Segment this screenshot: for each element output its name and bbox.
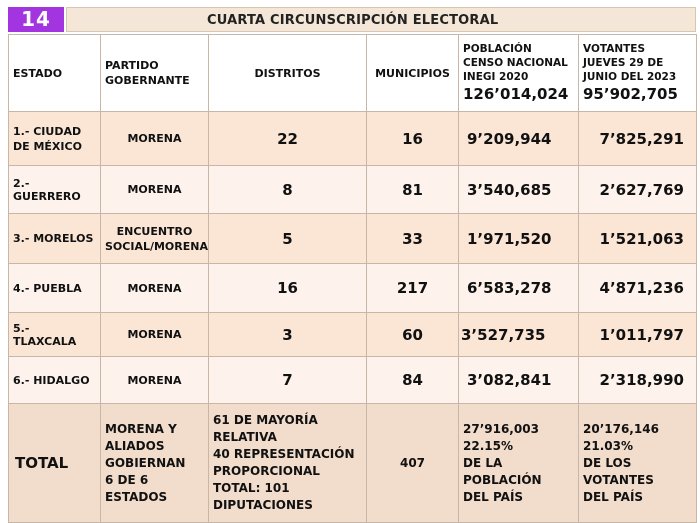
cell-estado: 4.- PUEBLA bbox=[9, 264, 101, 313]
table-row bbox=[9, 166, 697, 214]
cell-votantes: 1’521,063 bbox=[579, 214, 697, 264]
cell-distritos: 7 bbox=[209, 357, 367, 404]
cell-votantes: 4’871,236 bbox=[579, 264, 697, 313]
table-row bbox=[9, 313, 697, 357]
total-municipios: 407 bbox=[367, 404, 459, 523]
total-label: TOTAL bbox=[9, 404, 101, 523]
cell-poblacion: 3’082,841 bbox=[459, 357, 579, 404]
cell-partido: MORENA bbox=[101, 112, 209, 166]
cell-votantes: 1’011,797 bbox=[579, 313, 697, 357]
header-votantes-total: 95’902,705 bbox=[583, 85, 678, 103]
total-row bbox=[9, 404, 697, 523]
header-poblacion: POBLACIÓN CENSO NACIONAL INEGI 2020 126’014,024 bbox=[459, 35, 579, 112]
cell-partido: MORENA bbox=[101, 264, 209, 313]
cell-estado: 6.- HIDALGO bbox=[9, 357, 101, 404]
cell-municipios: 217 bbox=[367, 264, 459, 313]
cell-votantes: 7’825,291 bbox=[579, 112, 697, 166]
cell-votantes: 2’318,990 bbox=[579, 357, 697, 404]
table-row bbox=[9, 214, 697, 264]
cell-municipios: 16 bbox=[367, 112, 459, 166]
total-distritos: 61 DE MAYORÍA RELATIVA 40 REPRESENTACIÓN PROPORCIONAL TOTAL: 101 DIPUTACIONES bbox=[209, 404, 367, 523]
cell-distritos: 8 bbox=[209, 166, 367, 214]
cell-distritos: 22 bbox=[209, 112, 367, 166]
cell-estado: 2.- GUERRERO bbox=[9, 166, 101, 214]
cell-partido: ENCUENTRO SOCIAL/MORENA bbox=[101, 214, 209, 264]
cell-estado: 5.- TLAXCALA bbox=[9, 313, 101, 357]
cell-partido: MORENA bbox=[101, 166, 209, 214]
cell-distritos: 5 bbox=[209, 214, 367, 264]
title-bar bbox=[66, 7, 696, 32]
cell-municipios: 60 bbox=[367, 313, 459, 357]
cell-poblacion: 3’527,735 bbox=[459, 313, 579, 357]
cell-poblacion: 6’583,278 bbox=[459, 264, 579, 313]
cell-municipios: 33 bbox=[367, 214, 459, 264]
cell-distritos: 3 bbox=[209, 313, 367, 357]
page-title: CUARTA CIRCUNSCRIPCIÓN ELECTORAL bbox=[207, 13, 499, 28]
header-poblacion-total: 126’014,024 bbox=[463, 85, 569, 103]
cell-municipios: 81 bbox=[367, 166, 459, 214]
cell-estado: 3.- MORELOS bbox=[9, 214, 101, 264]
header-distritos: DISTRITOS bbox=[209, 35, 367, 112]
cell-poblacion: 3’540,685 bbox=[459, 166, 579, 214]
slide-number-badge: 14 bbox=[8, 7, 64, 32]
header bbox=[0, 0, 700, 36]
header-municipios: MUNICIPIOS bbox=[367, 35, 459, 112]
cell-votantes: 2’627,769 bbox=[579, 166, 697, 214]
table-row bbox=[9, 112, 697, 166]
table-header-row bbox=[9, 35, 697, 112]
cell-estado: 1.- CIUDAD DE MÉXICO bbox=[9, 112, 101, 166]
header-votantes: VOTANTES JUEVES 29 DE JUNIO DEL 2023 95’902,705 bbox=[579, 35, 697, 112]
cell-poblacion: 9’209,944 bbox=[459, 112, 579, 166]
table-row bbox=[9, 264, 697, 313]
cell-partido: MORENA bbox=[101, 313, 209, 357]
total-poblacion: 27’916,003 22.15% DE LA POBLACIÓN DEL PAÍS bbox=[459, 404, 579, 523]
cell-municipios: 84 bbox=[367, 357, 459, 404]
cell-distritos: 16 bbox=[209, 264, 367, 313]
electoral-table bbox=[8, 34, 697, 523]
total-votantes: 20’176,146 21.03% DE LOS VOTANTES DEL PAÍS bbox=[579, 404, 697, 523]
header-estado: ESTADO bbox=[9, 35, 101, 112]
header-partido: PARTIDO GOBERNANTE bbox=[101, 35, 209, 112]
table-row bbox=[9, 357, 697, 404]
cell-partido: MORENA bbox=[101, 357, 209, 404]
cell-poblacion: 1’971,520 bbox=[459, 214, 579, 264]
total-partido: MORENA Y ALIADOS GOBIERNAN 6 DE 6 ESTADOS bbox=[101, 404, 209, 523]
